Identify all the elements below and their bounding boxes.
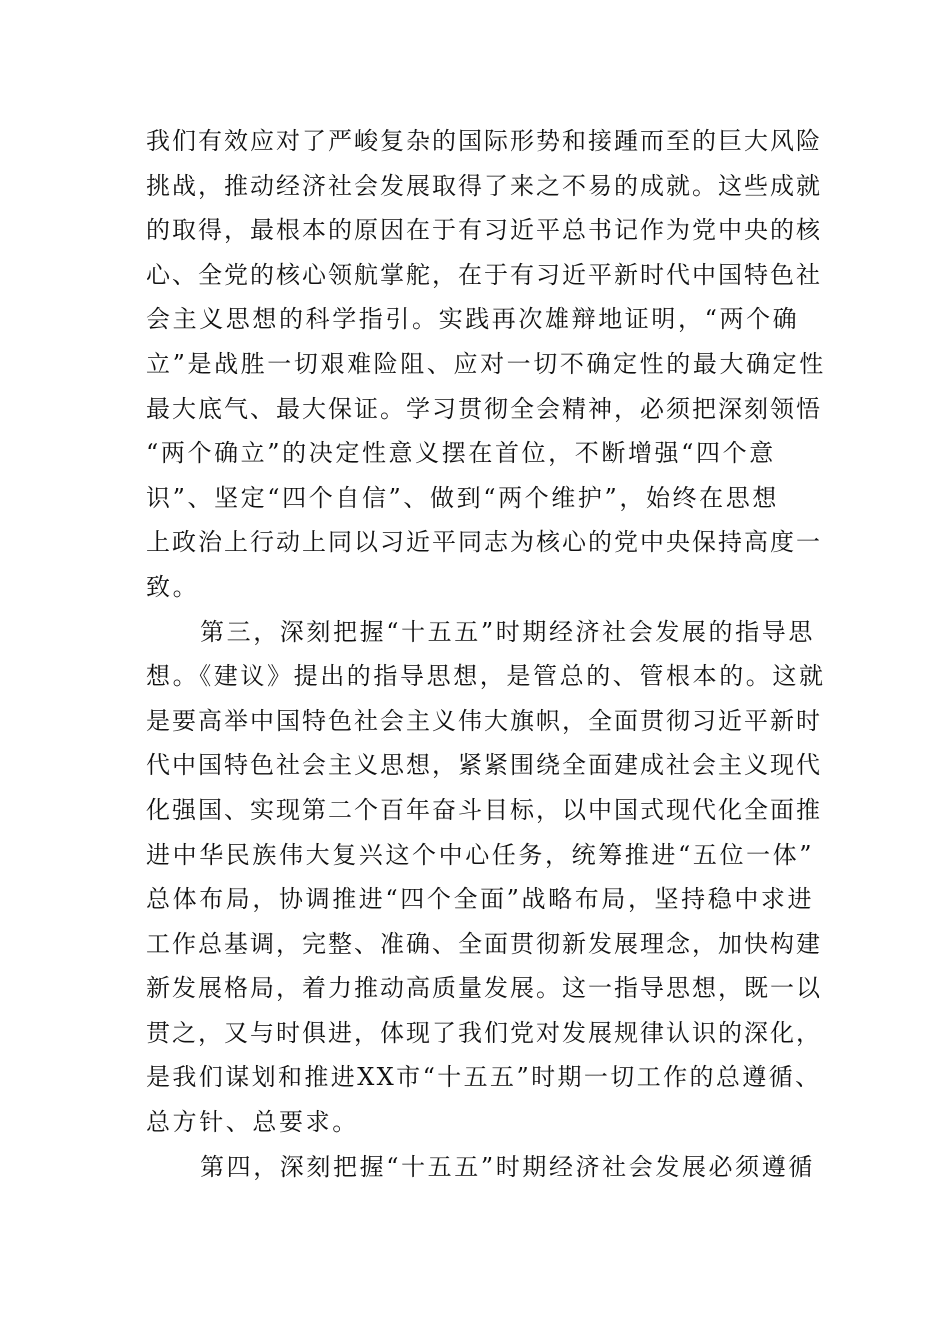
- text-line: 我们有效应对了严峻复杂的国际形势和接踵而至的巨大风险: [146, 127, 822, 155]
- text-line: 的取得，最根本的原因在于有习近平总书记作为党中央的核: [146, 216, 822, 245]
- text-line: 想。《建议》提出的指导思想，是管总的、管根本的。这就: [146, 662, 826, 691]
- text-line: 第三，深刻把握“十五五”时期经济社会发展的指导思: [200, 617, 815, 646]
- text-line: 化强国、实现第二个百年奋斗目标，以中国式现代化全面推: [146, 795, 822, 824]
- text-line: 是我们谋划和推进XX市“十五五”时期一切工作的总遵循、: [146, 1063, 822, 1092]
- text-line: 贯之，又与时俱进，体现了我们党对发展规律认识的深化，: [146, 1018, 822, 1047]
- text-line: “两个确立”的决定性意义摆在首位，不断增强“四个意: [146, 439, 776, 468]
- text-line: 总方针、总要求。: [146, 1108, 359, 1137]
- text-line: 识”、坚定“四个自信”、做到“两个维护”，始终在思想: [146, 483, 779, 512]
- text-line: 新发展格局，着力推动高质量发展。这一指导思想，既一以: [146, 974, 822, 1003]
- text-line: 第四，深刻把握“十五五”时期经济社会发展必须遵循: [200, 1152, 815, 1181]
- text-line: 代中国特色社会主义思想，紧紧围绕全面建成社会主义现代: [146, 751, 822, 780]
- text-line: 最大底气、最大保证。学习贯彻全会精神，必须把深刻领悟: [146, 394, 822, 423]
- text-line: 是要高举中国特色社会主义伟大旗帜，全面贯彻习近平新时: [146, 706, 822, 735]
- text-line: 进中华民族伟大复兴这个中心任务，统筹推进“五位一体”: [146, 840, 815, 869]
- text-line: 致。: [146, 572, 200, 601]
- text-line: 心、全党的核心领航掌舵，在于有习近平新时代中国特色社: [146, 260, 822, 289]
- text-line: 上政治上行动上同以习近平同志为核心的党中央保持高度一: [146, 528, 822, 557]
- text-line: 立”是战胜一切艰难险阻、应对一切不确定性的最大确定性: [146, 349, 826, 378]
- text-line: 总体布局，协调推进“四个全面”战略布局，坚持稳中求进: [146, 885, 815, 914]
- text-line: 挑战，推动经济社会发展取得了来之不易的成就。这些成就: [146, 171, 822, 200]
- text-line: 工作总基调，完整、准确、全面贯彻新发展理念，加快构建: [146, 929, 822, 958]
- text-line: 会主义思想的科学指引。实践再次雄辩地证明，“两个确: [146, 305, 800, 334]
- document-body: [146, 119, 826, 1189]
